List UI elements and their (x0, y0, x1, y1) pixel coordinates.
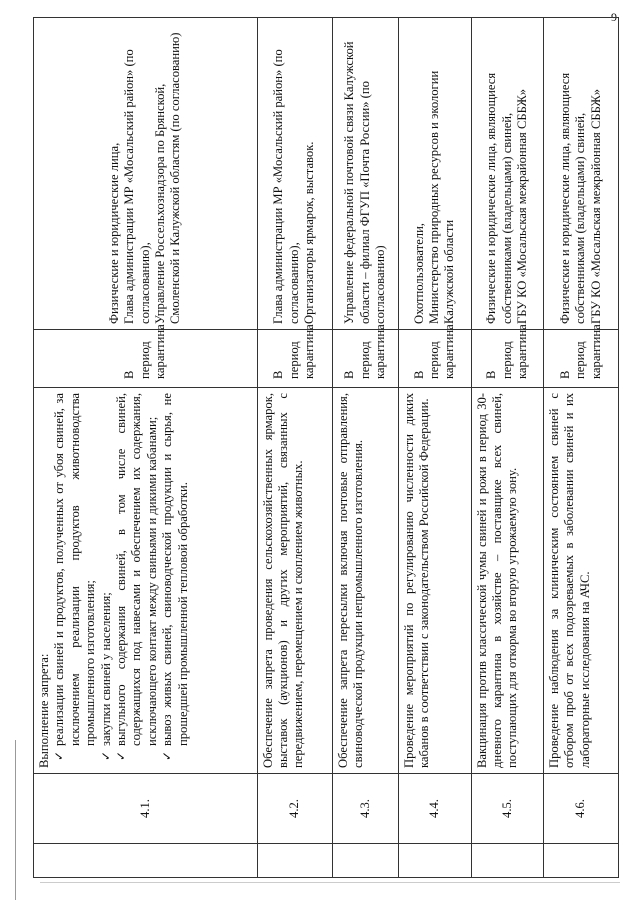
action-intro: Выполнение запрета: (37, 653, 51, 768)
row-number: 4.5. (471, 774, 544, 844)
term-cell: В период карантина (544, 330, 619, 388)
list-item (160, 393, 191, 761)
blank-cell (34, 844, 258, 878)
check-text: реализации свиней и продуктов, полученных от убоя свиней, за исключением реализации продуктов животноводства промышленного изготовления; (52, 393, 98, 746)
table-row (257, 18, 332, 878)
executors-cell (544, 18, 619, 330)
rotated-table-wrapper (33, 18, 619, 878)
checkmark-icon: ✓ (98, 750, 113, 761)
row-number: 4.2. (257, 774, 332, 844)
table-row (332, 18, 398, 878)
term-cell: В период карантина (257, 330, 332, 388)
action-cell: Вакцинация против классической чумы свиней и рожи в период 30-дневного карантина в хозяйстве – поставщике всех свиней, поступающих для откорма во вторую угрожаемую зону. (471, 388, 544, 774)
blank-cell (257, 844, 332, 878)
blank-cell (471, 844, 544, 878)
measures-table (33, 17, 619, 878)
row-number: 4.3. (332, 774, 398, 844)
check-text: выгульного содержания свиней, в том числе свиней, содержащихся под навесами и обеспечением их содержания, исключающего контакт между свиньями и дикими кабанами; (114, 393, 159, 746)
executors-cell (257, 18, 332, 330)
executor: Физические и юридические лица, являющиеся собственниками (владельцами) свиней, (557, 72, 588, 324)
blank-cell (544, 844, 619, 878)
action-cell: Обеспечение запрета пересылки включая почтовые отправления, свиноводческой продукции непромышленного изготовления. (332, 388, 398, 774)
check-text: вывоз живых свиней, свиноводческой продукции и сырья, не прошедшей промышленной тепловой обработки. (160, 393, 190, 746)
action-cell: Проведение мероприятий по регулированию численности диких кабанов в соответствии с законодательством Российской Федерации. (399, 388, 472, 774)
table-row (34, 18, 258, 878)
table-row (399, 18, 472, 878)
action-cell (34, 388, 258, 774)
executor: Охотпользователи, (411, 223, 426, 324)
row-number: 4.1. (34, 774, 258, 844)
executor: Физические и юридические лица, (106, 142, 121, 324)
list-item (52, 393, 98, 761)
executor: ГБУ КО «Мосальская межрайонная СББЖ» (588, 88, 603, 324)
executors-cell (399, 18, 472, 330)
term-cell: В период карантина (34, 330, 258, 388)
executor: ГБУ КО «Мосальская межрайонная СББЖ» (514, 88, 529, 324)
blank-cell (399, 844, 472, 878)
term-cell: В период карантина (332, 330, 398, 388)
term-cell: В период карантина (399, 330, 472, 388)
scan-margin-line (15, 740, 16, 900)
executors-cell (34, 18, 258, 330)
check-list (52, 393, 191, 768)
executor: Глава администрации МР «Мосальский район» (по согласованию), (271, 49, 301, 324)
checkmark-icon: ✓ (114, 750, 129, 761)
checkmark-icon: ✓ (52, 750, 67, 761)
blank-cell (332, 844, 398, 878)
list-item (98, 393, 114, 761)
term-cell: В период карантина (471, 330, 544, 388)
checkmark-icon: ✓ (160, 750, 175, 761)
check-text: закупки свиней у населения; (98, 592, 113, 746)
action-cell: Обеспечение запрета проведения сельскохозяйственных ярмарок, выставок (аукционов) и других мероприятий, связанных с передвижением, перемещением и скоплением животных. (257, 388, 332, 774)
row-number: 4.4. (399, 774, 472, 844)
executor: Управление Россельхознадзора по Брянской, Смоленской и Калужской областям (по согласованию) (153, 32, 183, 324)
executor: Организаторы ярмарок, выставок. (302, 141, 317, 324)
list-item (114, 393, 160, 761)
executor: Физические и юридические лица, являющиеся собственниками (владельцами) свиней, (484, 72, 514, 324)
page-number: 9 (611, 10, 617, 24)
executor: Управление федеральной почтовой связи Калужской области – филиал ФГУП «Почта России» (по согласованию) (342, 41, 387, 324)
executors-cell (332, 18, 398, 330)
table-row (544, 18, 619, 878)
executor: Глава администрации МР «Мосальский район» (по согласованию), (122, 49, 152, 324)
table-row (471, 18, 544, 878)
executor: Министерство природных ресурсов и экологии Калужской области (427, 70, 457, 324)
row-number: 4.6. (544, 774, 619, 844)
scan-bottom-line (40, 882, 620, 883)
action-cell: Проведение наблюдения за клиническим состоянием свиней с отбором проб от всех подозреваемых в заболевании свиней и их лабораторные исследования на АЧС. (544, 388, 619, 774)
executors-cell (471, 18, 544, 330)
